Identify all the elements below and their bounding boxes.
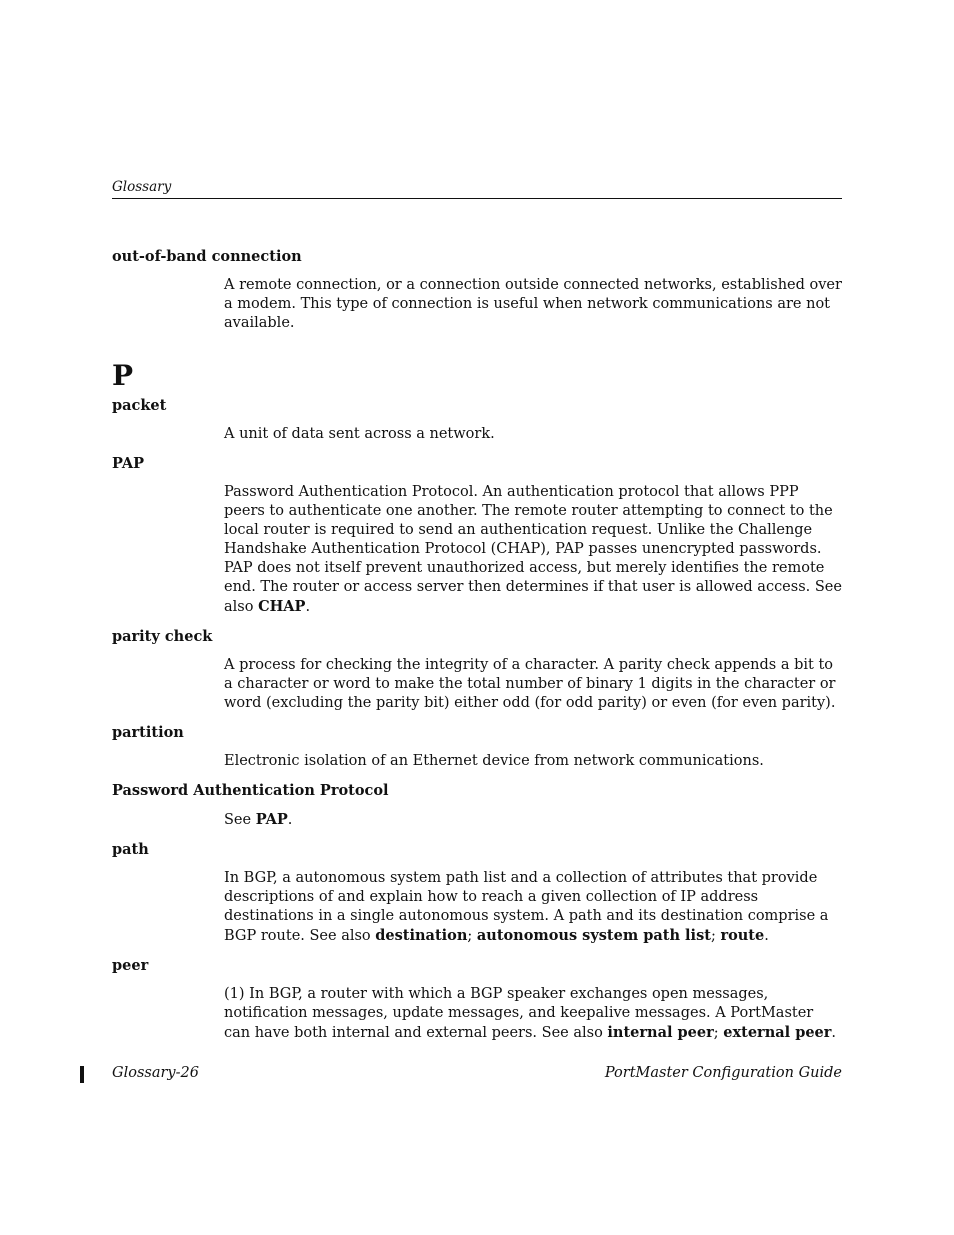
definition-text: In BGP, a autonomous system path list and a collection of attributes that provide descriptions of and explain how to reach a given collection of IP address destinations in a single autonomous system. A path and its destination comprise a BGP route. See also [224, 870, 829, 944]
glossary-term: parity check [112, 628, 213, 645]
cross-reference: route [720, 927, 765, 944]
section-letter: P [112, 359, 134, 392]
glossary-definition: A process for checking the integrity of a character. A parity check appends a bit to a character or word to make the total number of binary 1 digits in the character or word (excluding the parity bit) either odd (for odd parity) or even (for even parity). [224, 657, 836, 711]
cross-reference: destination [375, 927, 468, 944]
glossary-content [112, 247, 842, 1053]
header-rule [112, 198, 842, 199]
glossary-term: path [112, 841, 149, 858]
cross-reference: external peer [723, 1024, 832, 1041]
glossary-entry-peer [112, 956, 842, 1043]
glossary-definition: A unit of data sent across a network. [224, 426, 495, 442]
glossary-term: Password Authentication Protocol [112, 782, 389, 799]
page-number: Glossary-26 [112, 1065, 199, 1081]
cross-reference: internal peer [607, 1024, 714, 1041]
punctuation: . [287, 812, 293, 828]
book-title: PortMaster Configuration Guide [604, 1065, 842, 1081]
glossary-entry-path [112, 840, 842, 946]
definition-text: (1) In BGP, a router with which a BGP speaker exchanges open messages, notification messages, update messages, and keepalive messages. A PortMaster can have both internal and external peers. See also [224, 986, 814, 1041]
glossary-entry-pap [112, 454, 842, 617]
cross-reference: autonomous system path list [476, 927, 711, 944]
cross-reference: PAP [255, 811, 288, 828]
glossary-term: out-of-band connection [112, 248, 302, 265]
glossary-definition [224, 483, 842, 617]
punctuation: . [305, 599, 311, 615]
glossary-definition: A remote connection, or a connection outside connected networks, established over a modem. This type of connection is useful when network communications are not available. [224, 277, 842, 331]
glossary-entry-out-of-band-connection [112, 247, 842, 333]
punctuation: ; [467, 928, 477, 944]
glossary-definition [224, 810, 842, 830]
glossary-term: partition [112, 724, 184, 741]
glossary-term: PAP [112, 455, 145, 472]
glossary-definition: Electronic isolation of an Ethernet device from network communications. [224, 753, 764, 769]
definition-text: Password Authentication Protocol. An authentication protocol that allows PPP peers to authenticate one another. The remote router attempting to connect to the local router is required to send an authentication request. Unlike the Challenge Handshake Authentication Protocol (CHAP), PAP passes unencrypted passwords. PAP does not itself prevent unauthorized access, but merely identifies the remote end. The router or access server then determines if that user is allowed access. See also [224, 484, 842, 615]
glossary-entry-packet [112, 396, 842, 444]
cross-reference: CHAP [258, 598, 306, 615]
change-bar [80, 1066, 84, 1083]
punctuation: . [764, 928, 769, 944]
glossary-definition [224, 869, 842, 946]
glossary-definition [224, 985, 842, 1043]
definition-text: See [224, 812, 256, 828]
glossary-term: packet [112, 397, 167, 414]
running-header: Glossary [112, 179, 172, 195]
punctuation: . [831, 1025, 837, 1041]
glossary-entry-parity-check [112, 627, 842, 713]
punctuation: ; [713, 1025, 724, 1041]
glossary-term: peer [112, 957, 149, 974]
glossary-entry-password-authentication-protocol [112, 781, 842, 830]
glossary-entry-partition [112, 723, 842, 771]
punctuation: ; [710, 928, 721, 944]
